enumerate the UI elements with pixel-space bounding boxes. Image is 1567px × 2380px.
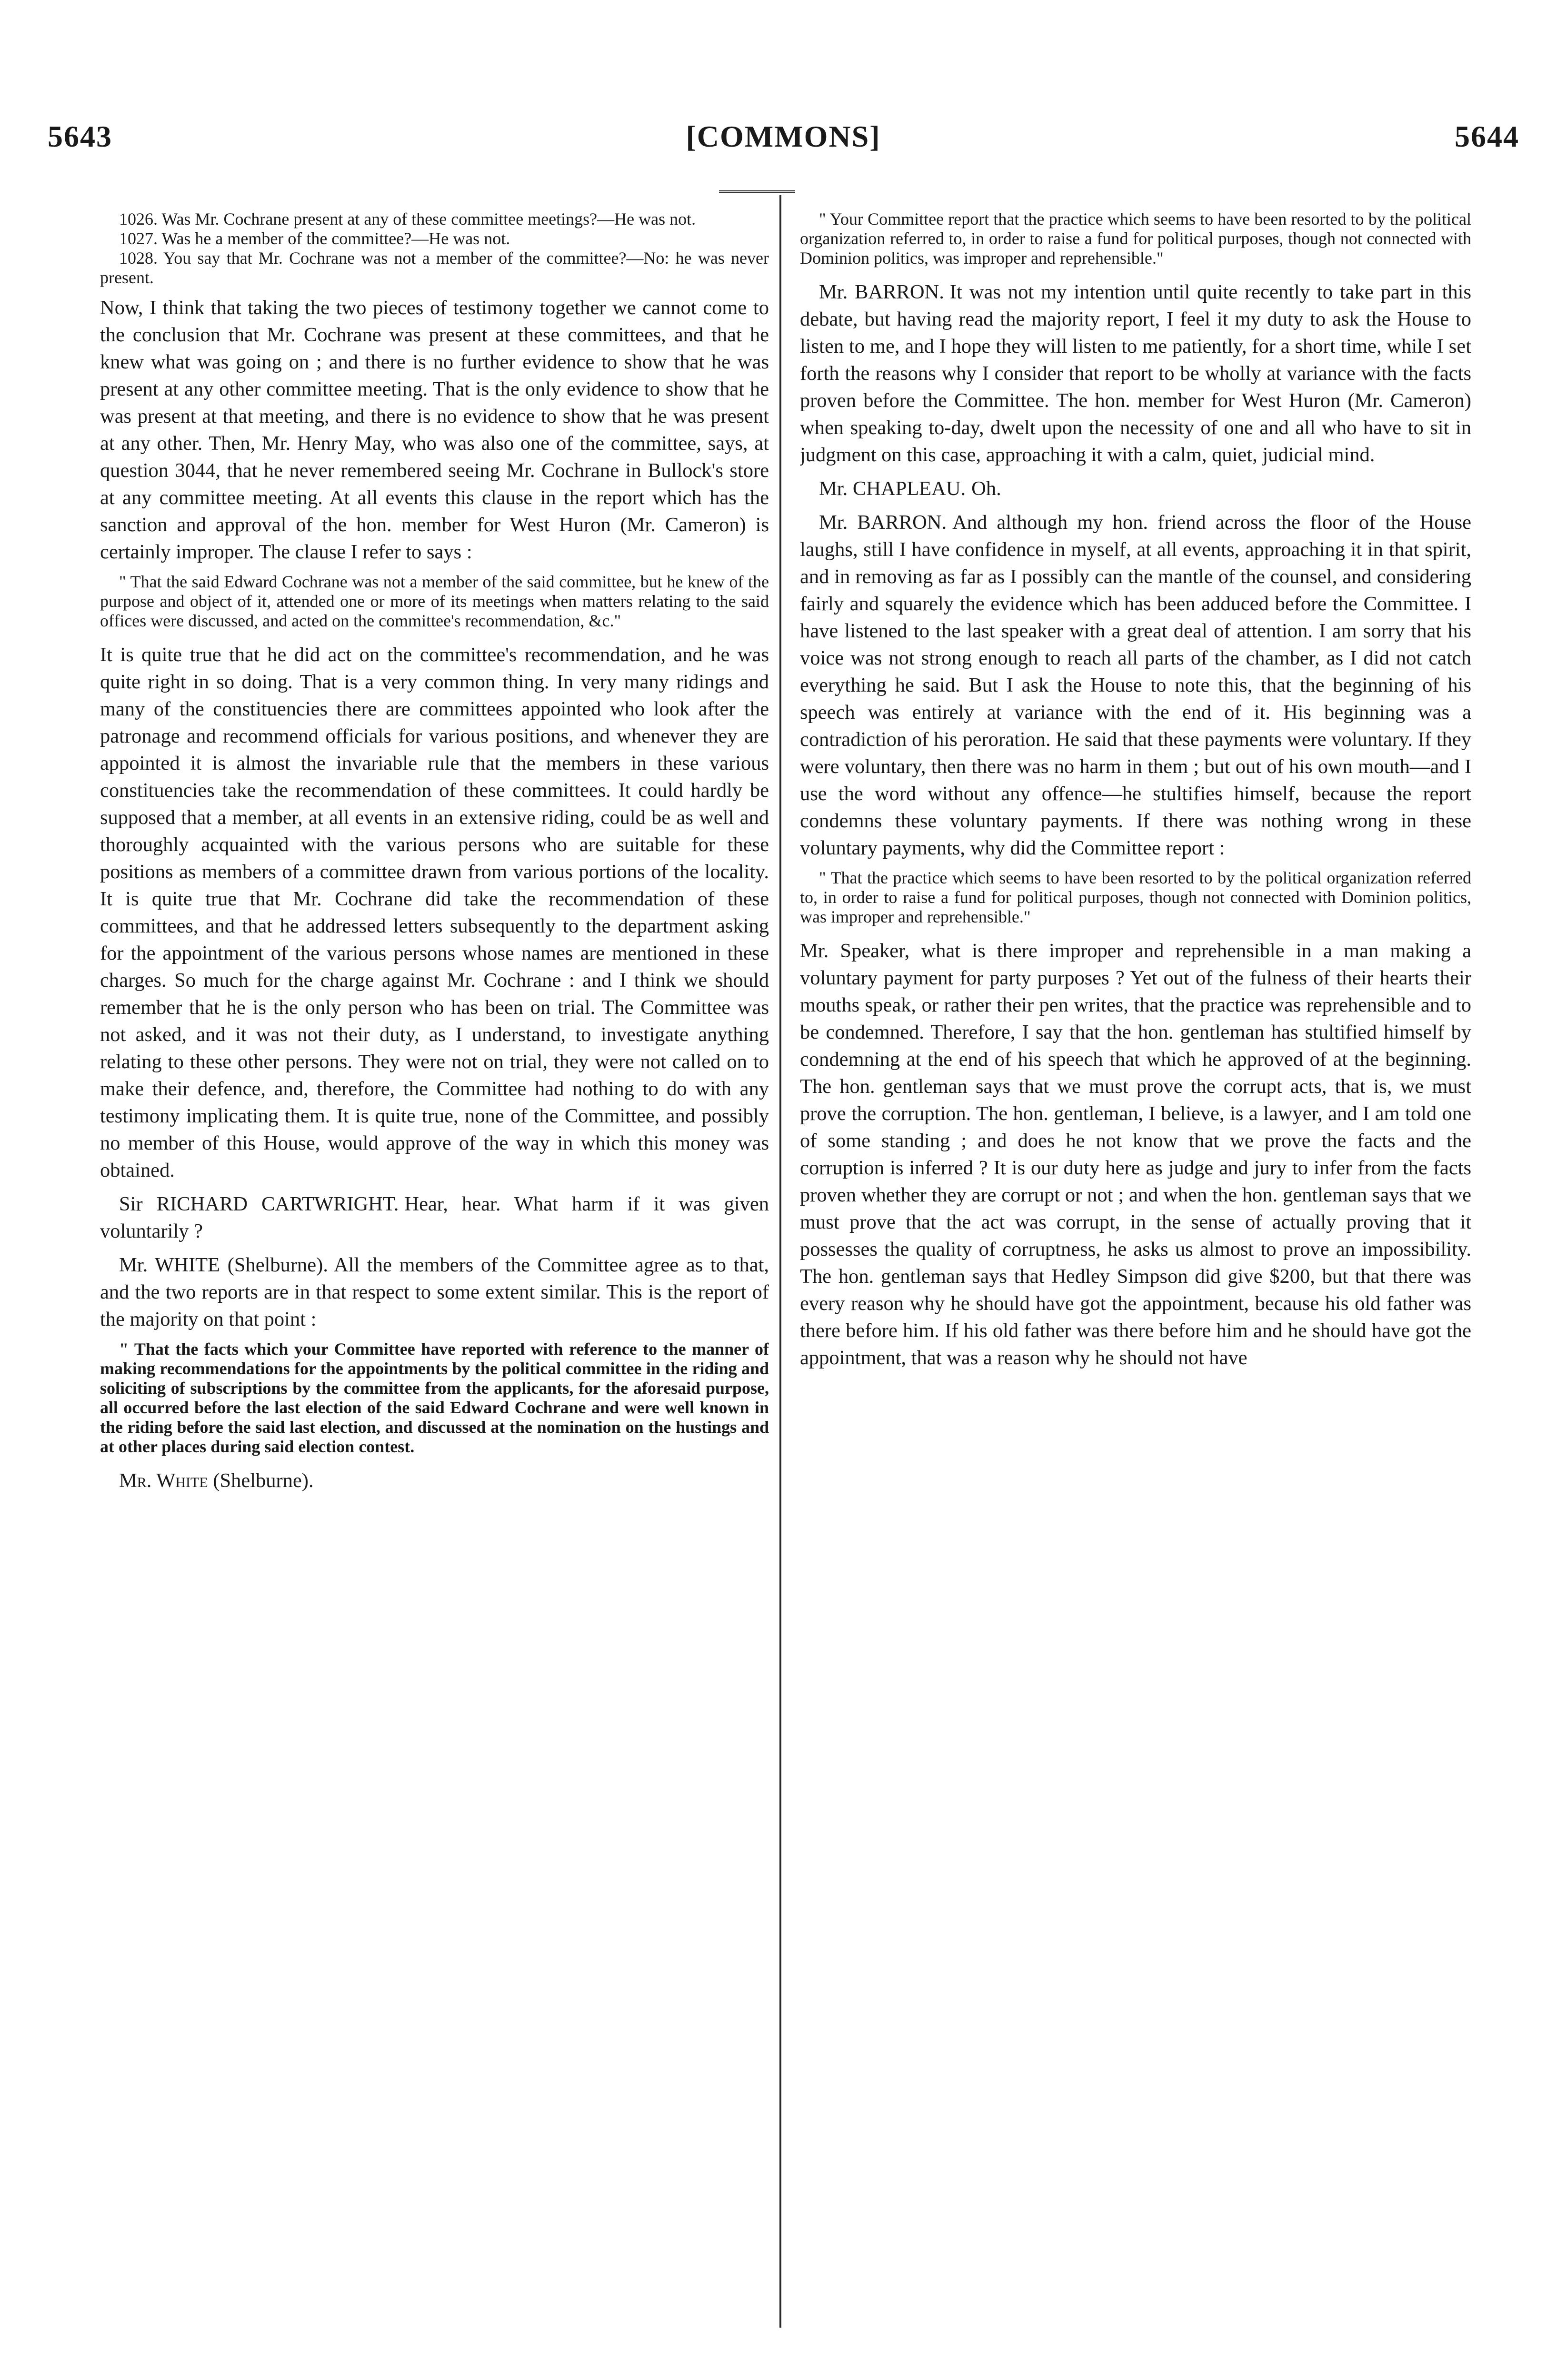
quotation: " Your Committee report that the practice which seems to have been resorted to by the political organization referred to, in order to raise a fund for political purposes, though not connected with Dominion politics, was improper and reprehensible." (800, 209, 1471, 268)
speaker-riding: (Shelburne). (213, 1469, 314, 1492)
speech-text: Hear, hear. What harm if it was given voluntarily ? (100, 1193, 769, 1242)
speaker-name: Mr. CHAPLEAU. (819, 477, 966, 500)
speaker-name: Mr. BARRON. (819, 281, 944, 303)
page-number-left: 5643 (48, 119, 112, 153)
speaker-riding: (Shelburne). (227, 1254, 328, 1276)
evidence-line: 1026. Was Mr. Cochrane present at any of these committee meetings?—He was not. (119, 209, 696, 228)
quotation: " That the practice which seems to have been resorted to by the political organization referred to, in order to raise a fund for political purposes, though not connected with Dominion politics, was improper and reprehensible." (800, 868, 1471, 926)
header-double-rule (719, 190, 795, 193)
speech-text: Oh. (971, 477, 1001, 500)
speech-text: It was not my intention until quite recently to take part in this debate, but having read the majority report, I feel it my duty to ask the House to listen to me, and I hope they will listen to me patiently, for a short time, while I set forth the reasons why I consider that report to be wholly at variance with the facts proven before the Committee. The hon. member for West Huron (Mr. Cameron) when speaking to-day, dwelt upon the necessity of one and all who have to sit in judgment on this case, approaching it with a calm, quiet, judicial mind. (800, 281, 1471, 466)
quotation: " That the facts which your Committee have reported with reference to the manner of making recommendations for the appointments by the political committee in the riding and soliciting of subscriptions by the committee from the applicants, for the aforesaid purpose, all occurred before the last election of the said Edward Cochrane and were well known in the riding before the said last election, and discussed at the nomination on the hustings and at other places during said election contest. (100, 1339, 769, 1456)
speech-text: And although my hon. friend across the floor of the House laughs, still I have confidence in myself, at all events, approaching it in that spirit, and in removing as far as I possibly can the mantle of the counsel, and considering fairly and squarely the evidence which has been adduced before the Committee. I have listened to the last speaker with a great deal of attention. I am sorry that his voice was not strong enough to reach all parts of the chamber, as I did not catch everything he said. But I ask the House to note this, that the beginning of his speech was entirely at variance with the end of it. His beginning was a contradiction of his peroration. He said that these payments were voluntary. If they were voluntary, then there was no harm in them ; but out of his own mouth—and I use the word without any offence—he stultifies himself, because the report condemns these voluntary payments. If there was nothing wrong in these voluntary payments, why did the Committee report : (800, 511, 1471, 859)
right-column (800, 209, 1471, 2380)
paragraph: Now, I think that taking the two pieces of testimony together we cannot come to the conclusion that Mr. Cochrane was present at these committees, and that he knew what was going on ; and there is no further evidence to show that he was present at any other committee meeting. That is the only evidence to show that he was present at that meeting, and there is no evidence to show that he was present at any other. Then, Mr. Henry May, who was also one of the committee, says, at question 3044, that he never remembered seeing Mr. Cochrane in Bullock's store at any committee meeting. At all events this clause in the report which has the sanction and approval of the hon. member for West Huron (Mr. Cameron) is certainly improper. The clause I refer to says : (100, 297, 769, 563)
speech (100, 1190, 769, 1245)
left-column (100, 209, 769, 2380)
evidence-line: 1027. Was he a member of the committee?—He was not. (119, 229, 510, 248)
speech (800, 278, 1471, 468)
page-number-right: 5644 (1455, 119, 1519, 153)
quotation: " That the said Edward Cochrane was not a member of the said committee, but he knew of the purpose and object of it, attended one or more of its meetings when matters relating to the said offices were discussed, and acted on the committee's recommendation, &c." (100, 572, 769, 630)
speaker-name: Mr. White (119, 1469, 208, 1492)
column-divider (779, 195, 781, 2328)
speech (800, 475, 1471, 502)
speech-text: All the members of the Committee agree as to that, and the two reports are in that respect to some extent similar. This is the report of the majority on that point : (100, 1254, 769, 1330)
speech-attribution (100, 1467, 769, 1494)
speaker-name: Sir RICHARD CARTWRIGHT. (119, 1193, 399, 1215)
speech (100, 1251, 769, 1333)
paragraph: It is quite true that he did act on the committee's recommendation, and he was quite right in so doing. That is a very common thing. In very many ridings and many of the constituencies there are committees appointed who look after the patronage and recommend officials for various positions, and whenever they are appointed it is almost the invariable rule that the members in these various constituencies take the recommendation of these committees. It could hardly be supposed that a member, at all events in an extensive riding, could be as well and thoroughly acquainted with the various persons who are suitable for these positions as members of a committee drawn from various portions of the locality. It is quite true that Mr. Cochrane did take the recommendation of these committees, and that he addressed letters subsequently to the department asking for the appointment of the various persons whose names are mentioned in these charges. So much for the charge against Mr. Cochrane : and I think we should remember that he is the only person who has been on trial. The Committee was not asked, and it was not their duty, as I understand, to investigate anything relating to these other persons. They were not on trial, they were not called on to make their defence, and, therefore, the Committee had nothing to do with any testimony implicating them. It is quite true, none of the Committee, and possibly no member of this House, would approve of the way in which this money was obtained. (100, 644, 769, 1181)
speaker-name: Mr. BARRON. (819, 511, 947, 534)
paragraph: Mr. Speaker, what is there improper and reprehensible in a man making a voluntary payment for party purposes ? Yet out of the fulness of their hearts their mouths speak, or rather their pen writes, that the practice was reprehensible and to be condemned. Therefore, I say that the hon. gentleman has stultified himself by condemning at the end of his speech that which he approved of at the beginning. The hon. gentleman says that we must prove the corrupt acts, that is, we must prove the corruption. The hon. gentleman, I believe, is a lawyer, and I am told one of some standing ; and does he not know that we prove the facts and the corruption is inferred ? It is our duty here as judge and jury to infer from the facts proven whether they are corrupt or not ; and when the hon. gentleman says that we must prove that the act was corrupt, in the sense of actually proving that it possesses the quality of corruptness, he asks us almost to prove an impossibility. The hon. gentleman says that Hedley Simpson did give $200, but that there was every reason why he should have got the appointment, because his old father was there before him. If his old father was there before him and he should have got the appointment, that was a reason why he should not have (800, 940, 1471, 1369)
evidence-line: 1028. You say that Mr. Cochrane was not a member of the committee?—No: he was never present. (100, 248, 769, 287)
evidence-excerpt (100, 209, 769, 288)
page-header-title: [COMMONS] (686, 119, 881, 153)
speaker-name: Mr. WHITE (119, 1254, 220, 1276)
speech (800, 509, 1471, 862)
